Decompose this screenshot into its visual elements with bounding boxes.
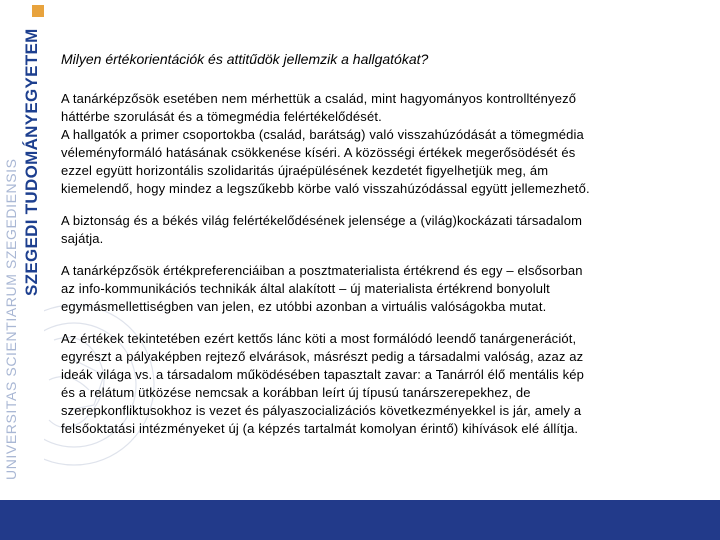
text-line: sajátja. (61, 231, 104, 246)
text-line: A tanárképzősök esetében nem mérhettük a család, mint hagyományos kontrolltényező (61, 91, 577, 106)
paragraph-2 (61, 212, 706, 248)
paragraph-3 (61, 262, 706, 316)
text-line: A tanárképzősök értékpreferenciáiban a posztmaterialista értékrend és egy – elsősorban (61, 263, 583, 278)
paragraph-4 (61, 330, 706, 438)
text-line: ezzel együtt horizontális szolidaritás újraépülésének kezdetét figyelhetjük meg, ám (61, 163, 549, 178)
text-line: ideák világa vs. a társadalom működésében tapasztalt zavar: a Tanárról élő mentális kép (61, 367, 584, 382)
text-line: Az értékek tekintetében ezért kettős lánc köti a most formálódó leendő tanárgenerációt, (61, 331, 577, 346)
text-line: véleményformáló hatásának csökkenése kíséri. A közösségi értékek megerősödését és (61, 145, 576, 160)
text-line: háttérbe szorulását és a tömegmédia felértékelődését. (61, 109, 382, 124)
text-line: egyrészt a pályaképben rejtező elvárások, másrészt pedig a társadalmi valóság, azaz az (61, 349, 584, 364)
text-line: egymásmellettiségben van jelen, ez utóbbi azonban a virtuális valóságokba mutat. (61, 299, 547, 314)
text-line: A hallgatók a primer csoportokba (család, barátság) való visszahúzódását a tömegmédia (61, 127, 584, 142)
text-line: szerepkonfliktusokhoz is vezet és pályaszocializációs következményekkel is jár, amely a (61, 403, 582, 418)
footer-bar (0, 500, 720, 540)
text-line: és a relátum ütközése nemcsak a korábban leírt új típusú tanárszerepekhez, de (61, 385, 531, 400)
brand-square-icon (32, 5, 44, 17)
text-line: az info-kommunikációs technikák által alakított – új materialista értékrend bonyolult (61, 281, 550, 296)
slide-heading: Milyen értékorientációk és attitűdök jellemzik a hallgatókat? (61, 51, 429, 67)
text-line: kiemelendő, hogy mindez a legszűkebb körbe való visszahúzódással együtt jellemezhető. (61, 181, 590, 196)
university-latin-name: UNIVERSITAS SCIENTIARUM SZEGEDIENSIS (3, 158, 19, 480)
slide-content (61, 50, 706, 452)
paragraph-1 (61, 90, 706, 198)
text-line: A biztonság és a békés világ felértékelődésének jelensége a (világ)kockázati társadalom (61, 213, 583, 228)
text-line: felsőoktatási intézményeket új (a képzés tartalmát komolyan érintő) kihívások elé állítja. (61, 421, 579, 436)
university-name: SZEGEDI TUDOMÁNYEGYETEM (22, 28, 41, 296)
